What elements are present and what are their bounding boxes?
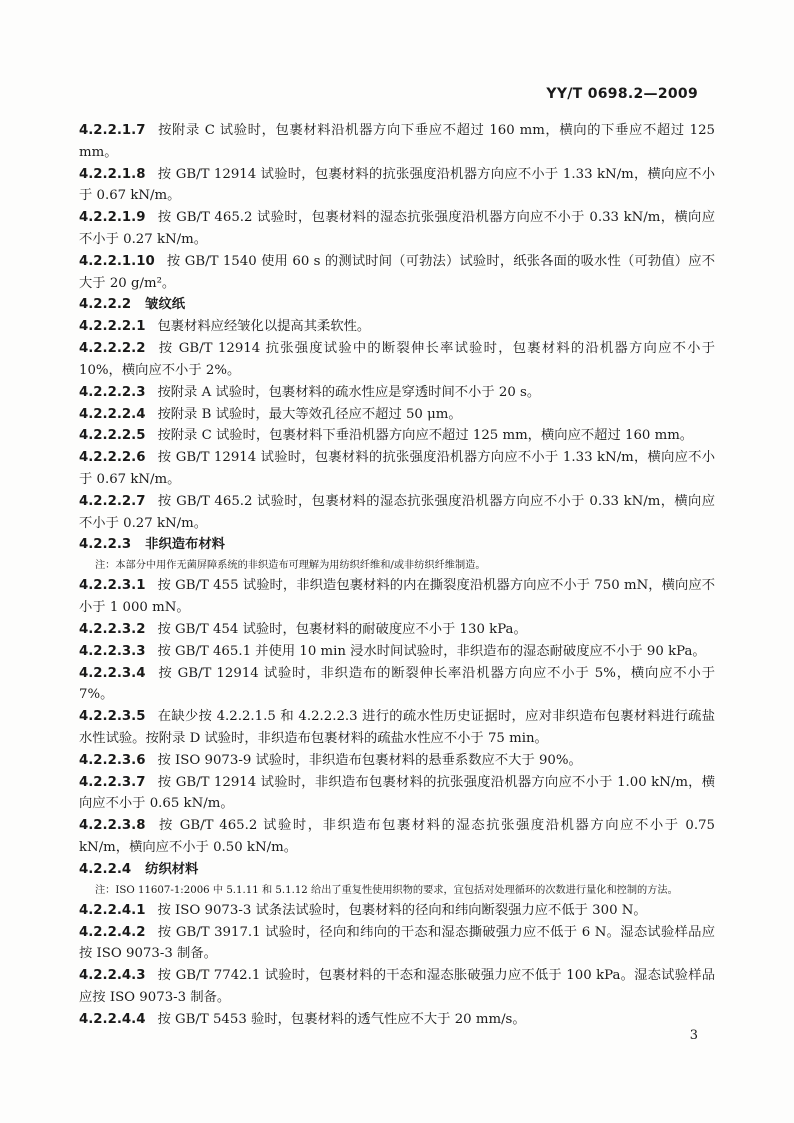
- page-number: 3: [689, 1028, 698, 1043]
- clause-text: 按附录 B 试验时，最大等效孔径应不超过 50 μm。: [157, 406, 462, 422]
- clause-text: 按附录 C 试验时，包裹材料沿机器方向下垂应不超过 160 mm，横向的下垂应不超过 125 mm。: [79, 123, 715, 160]
- clause-number: 4.2.2.2.5: [79, 428, 146, 444]
- clause-paragraph: [79, 491, 715, 535]
- clause-text: 按 GB/T 12914 试验时，非织造布的断裂伸长率沿机器方向应不小于 5%，横向应不小于 7%。: [79, 665, 715, 703]
- note: 注：ISO 11607-1:2006 中 5.1.11 和 5.1.12 给出了重复性使用织物的要求，宜包括对处理循环的次数进行量化和控制的方法。: [95, 884, 678, 896]
- clause-paragraph: [79, 900, 715, 922]
- clause-text: 按 GB/T 3917.1 试验时，径向和纬向的干态和湿态撕破强力应不低于 6 N。湿态试验样品应按 ISO 9073-3 制备。: [79, 924, 715, 962]
- clause-number: 4.2.2.2.2: [79, 341, 146, 357]
- clause-number: 4.2.2.3.4: [79, 665, 146, 681]
- clause-paragraph: [79, 316, 715, 338]
- clause-number: 4.2.2.1.7: [79, 123, 146, 138]
- clause-number: 4.2.2.2.1: [79, 319, 146, 335]
- clause-number: 4.2.2.3.8: [79, 818, 146, 834]
- clause-paragraph: [79, 815, 715, 859]
- clause-number: 4.2.2.4.1: [79, 902, 146, 918]
- section-title: 非织造布材料: [145, 537, 225, 553]
- clause-number: 4.2.2.2.4: [79, 406, 146, 422]
- document-body: [79, 120, 715, 1030]
- clause-paragraph: [79, 164, 715, 208]
- clause-number: 4.2.2.3.5: [79, 709, 146, 725]
- section-heading: [79, 534, 715, 556]
- section-heading: [79, 859, 715, 881]
- section-heading: [79, 294, 715, 316]
- clause-text: 按附录 A 试验时，包裹材料的疏水性应是穿透时间不小于 20 s。: [157, 384, 541, 400]
- clause-number: 4.2.2.2.3: [79, 384, 146, 400]
- clause-text: 按 GB/T 465.2 试验时，非织造布包裹材料的湿态抗张强度沿机器方向应不小于 0.75 kN/m，横向应不小于 0.50 kN/m。: [79, 818, 715, 855]
- clause-paragraph: [79, 1009, 715, 1031]
- clause-number: 4.2.2.3.6: [79, 752, 146, 768]
- clause-paragraph: [79, 922, 715, 966]
- clause-number: 4.2.2.4.4: [79, 1011, 146, 1027]
- clause-paragraph: [79, 575, 715, 619]
- clause-text: 按 GB/T 455 试验时，非织造包裹材料的内在撕裂度沿机器方向应不小于 750 mN，横向应不小于 1 000 mN。: [79, 578, 715, 616]
- clause-text: 按 GB/T 12914 抗张强度试验中的断裂伸长率试验时，包裹材料的沿机器方向应不小于 10%，横向应不小于 2%。: [79, 341, 715, 378]
- clause-text: 在缺少按 4.2.2.1.5 和 4.2.2.2.3 进行的疏水性历史证据时，应对非织造布包裹材料进行疏盐水性试验。按附录 D 试验时，非织造布包裹材料的疏盐水性应不小于 75 min。: [79, 709, 715, 746]
- clause-paragraph: [79, 251, 715, 295]
- note: 注：本部分中用作无菌屏障系统的非织造布可理解为用纺织纤维和/或非纺织纤维制造。: [95, 560, 486, 572]
- clause-number: 4.2.2.3.1: [79, 578, 146, 594]
- clause-number: 4.2.2.4: [79, 861, 132, 877]
- clause-number: 4.2.2.4.3: [79, 968, 146, 984]
- clause-number: 4.2.2.2.6: [79, 450, 146, 466]
- clause-number: 4.2.2.2.7: [79, 493, 146, 509]
- clause-text: 按 GB/T 454 试验时，包裹材料的耐破度应不小于 130 kPa。: [157, 621, 527, 637]
- clause-text: 按 GB/T 5453 验时，包裹材料的透气性应不大于 20 mm/s。: [157, 1011, 526, 1027]
- section-title: 纺织材料: [145, 861, 199, 877]
- clause-paragraph: [79, 750, 715, 772]
- clause-number: 4.2.2.3.3: [79, 643, 146, 659]
- clause-number: 4.2.2.3: [79, 537, 132, 553]
- clause-paragraph: [79, 120, 715, 164]
- clause-paragraph: [79, 641, 715, 663]
- clause-text: 按 GB/T 12914 试验时，非织造布包裹材料的抗张强度沿机器方向应不小于 1.00 kN/m，横向应不小于 0.65 kN/m。: [79, 774, 715, 812]
- standard-number: YY/T 0698.2—2009: [546, 86, 698, 102]
- clause-paragraph: [79, 404, 715, 426]
- clause-paragraph: [79, 207, 715, 251]
- clause-number: 4.2.2.1.9: [79, 210, 146, 226]
- clause-number: 4.2.2.3.7: [79, 774, 146, 790]
- clause-number: 4.2.2.3.2: [79, 621, 146, 637]
- clause-paragraph: [79, 663, 715, 707]
- clause-number: 4.2.2.1.10: [79, 253, 155, 269]
- clause-number: 4.2.2.2: [79, 297, 132, 313]
- clause-text: 按 GB/T 12914 试验时，包裹材料的抗张强度沿机器方向应不小于 1.33 kN/m，横向应不小于 0.67 kN/m。: [79, 450, 715, 487]
- clause-text: 按附录 C 试验时，包裹材料下垂沿机器方向应不超过 125 mm，横向应不超过 160 mm。: [157, 428, 694, 444]
- clause-text: 包裹材料应经皱化以提高其柔软性。: [157, 319, 371, 335]
- clause-text: 按 GB/T 1540 使用 60 s 的测试时间（可勃法）试验时，纸张各面的吸水性（可勃值）应不大于 20 g/m²。: [79, 253, 715, 291]
- clause-text: 按 ISO 9073-9 试验时，非织造布包裹材料的悬垂系数应不大于 90%。: [157, 752, 582, 768]
- clause-number: 4.2.2.1.8: [79, 166, 146, 182]
- clause-paragraph: [79, 425, 715, 447]
- clause-text: 按 GB/T 7742.1 试验时，包裹材料的干态和湿态胀破强力应不低于 100 kPa。湿态试验样品应按 ISO 9073-3 制备。: [79, 968, 715, 1005]
- clause-number: 4.2.2.4.2: [79, 924, 146, 940]
- clause-text: 按 GB/T 465.2 试验时，包裹材料的湿态抗张强度沿机器方向应不小于 0.33 kN/m，横向应不小于 0.27 kN/m。: [79, 210, 715, 247]
- clause-text: 按 ISO 9073-3 试条法试验时，包裹材料的径向和纬向断裂强力应不低于 300 N。: [157, 902, 647, 918]
- clause-paragraph: [79, 338, 715, 382]
- clause-text: 按 GB/T 465.2 试验时，包裹材料的湿态抗张强度沿机器方向应不小于 0.33 kN/m，横向应不小于 0.27 kN/m。: [79, 493, 715, 531]
- clause-paragraph: [79, 382, 715, 404]
- section-title: 皱纹纸: [145, 297, 186, 313]
- clause-text: 按 GB/T 12914 试验时，包裹材料的抗张强度沿机器方向应不小于 1.33 kN/m，横向应不小于 0.67 kN/m。: [79, 166, 715, 204]
- clause-paragraph: [79, 706, 715, 750]
- clause-paragraph: [79, 619, 715, 641]
- clause-paragraph: [79, 447, 715, 491]
- clause-paragraph: [79, 772, 715, 816]
- clause-paragraph: [79, 965, 715, 1009]
- clause-text: 按 GB/T 465.1 并使用 10 min 浸水时间试验时，非织造布的湿态耐破度应不小于 90 kPa。: [157, 643, 706, 659]
